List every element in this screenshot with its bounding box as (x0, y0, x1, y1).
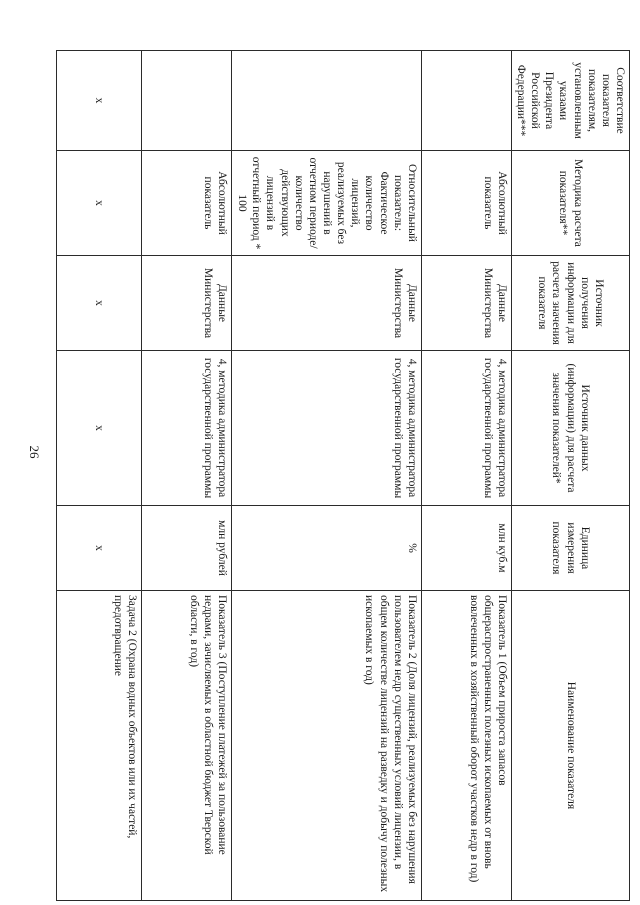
cell-method: Абсолютный показатель (421, 151, 511, 256)
cell-correspondence (231, 51, 421, 151)
cell-name: Задача 2 (Охрана водных объектов или их частей, предотвращение (56, 591, 141, 901)
cell-correspondence: x (56, 51, 141, 151)
header-method: Методика расчета показателя** (511, 151, 629, 256)
page-number: 26 (27, 445, 42, 459)
cell-unit: % (231, 506, 421, 591)
cell-name: Показатель 1 (Объем прироста запасов общераспространенных полезных ископаемых от вновь вовлеченных в хозяйственный оборот участков недр в год) (421, 591, 511, 901)
cell-unit: x (56, 506, 141, 591)
cell-method: Относительный показатель: Фактическое количество лицензий, реализуемых без нарушений в отчетном периоде/ количество действующих лицензий в отчетный период * 100 (231, 151, 421, 256)
table-row (56, 51, 141, 901)
cell-data-source: x (56, 351, 141, 506)
indicators-table-container (90, 50, 630, 900)
header-data-source: Источник данных (информации) для расчета значения показателей* (511, 351, 629, 506)
cell-info-source: x (56, 256, 141, 351)
cell-data-source: 4, методика администратора государственной программы (141, 351, 231, 506)
cell-method: Абсолютный показатель (141, 151, 231, 256)
cell-data-source: 4, методика администратора государственной программы (231, 351, 421, 506)
indicators-table (56, 50, 630, 901)
cell-info-source: Данные Министерства (231, 256, 421, 351)
table-row (141, 51, 231, 901)
header-correspondence: Соответствие показателя показателям, установленным указами Президента Российской Федерации*** (511, 51, 629, 151)
cell-name: Показатель 3 (Поступление платежей за пользование недрами, зачисляемых в областной бюджет Тверской области, в год) (141, 591, 231, 901)
header-name: Наименование показателя (511, 591, 629, 901)
cell-unit: млн рублей (141, 506, 231, 591)
cell-method: x (56, 151, 141, 256)
header-unit: Единица измерения показателя (511, 506, 629, 591)
cell-correspondence (421, 51, 511, 151)
table-row (231, 51, 421, 901)
cell-correspondence (141, 51, 231, 151)
cell-unit: млн куб.м (421, 506, 511, 591)
table-header-row (511, 51, 629, 901)
cell-data-source: 4, методика администратора государственной программы (421, 351, 511, 506)
header-info-source: Источник получения информации для расчета значения показателя (511, 256, 629, 351)
table-row (421, 51, 511, 901)
cell-name: Показатель 2 (Доля лицензий, реализуемых без нарушения пользователем недр существенных условий лицензии, в общем количестве лицензий на разведку и добычу полезных ископаемых в год) (231, 591, 421, 901)
cell-info-source: Данные Министерства (141, 256, 231, 351)
cell-info-source: Данные Министерства (421, 256, 511, 351)
